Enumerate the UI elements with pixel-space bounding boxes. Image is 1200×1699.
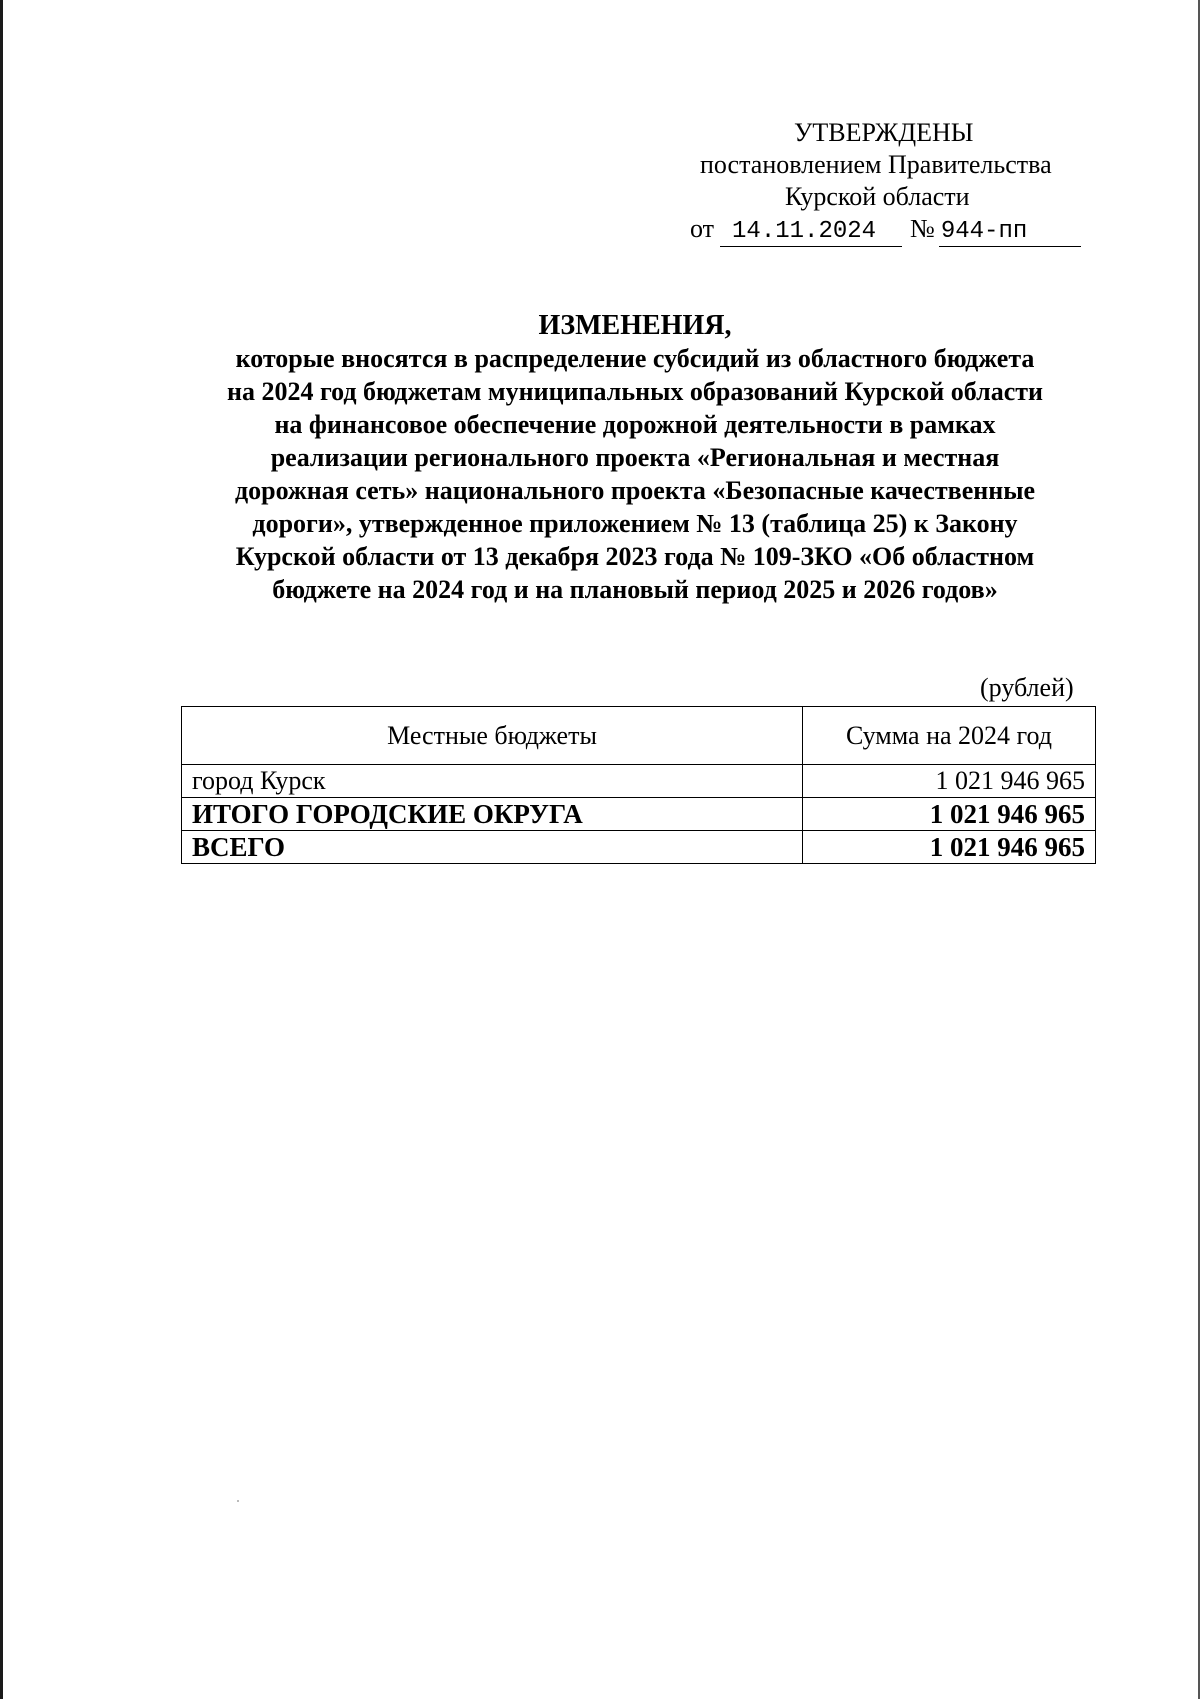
page-edge-left <box>0 0 3 1699</box>
row-name: ИТОГО ГОРОДСКИЕ ОКРУГА <box>182 798 803 831</box>
row-amount: 1 021 946 965 <box>803 831 1096 864</box>
approval-block <box>680 117 1100 247</box>
approval-region: Курской области <box>785 182 970 211</box>
heading-line: на финансовое обеспечение дорожной деятельности в рамках <box>274 410 996 439</box>
heading-line: которые вносятся в распределение субсидий из областного бюджета <box>235 344 1035 373</box>
heading-line: Курской области от 13 декабря 2023 года № 109-ЗКО «Об областном <box>235 542 1035 571</box>
document-title: ИЗМЕНЕНИЯ, <box>538 310 732 341</box>
document-heading <box>170 309 1100 606</box>
approval-title: УТВЕРЖДЕНЫ <box>794 118 974 147</box>
heading-line: на 2024 год бюджетам муниципальных образований Курской области <box>226 377 1044 406</box>
approval-issuer: постановлением Правительства <box>700 150 1052 179</box>
heading-line: реализации регионального проекта «Региональная и местная <box>270 443 1000 472</box>
approval-date: 14.11.2024 <box>720 218 902 247</box>
row-name: город Курск <box>182 765 803 798</box>
row-amount: 1 021 946 965 <box>803 765 1096 798</box>
approval-date-number <box>680 213 1100 247</box>
heading-line: дороги», утвержденное приложением № 13 (таблица 25) к Закону <box>252 509 1018 538</box>
row-name: ВСЕГО <box>182 831 803 864</box>
date-prefix: от <box>690 214 715 243</box>
heading-line: бюджете на 2024 год и на плановый период 2025 и 2026 годов» <box>272 575 998 604</box>
heading-line: дорожная сеть» национального проекта «Безопасные качественные <box>234 476 1036 505</box>
approval-number: 944-пп <box>939 218 1081 247</box>
row-amount: 1 021 946 965 <box>803 798 1096 831</box>
header-amount: Сумма на 2024 год <box>803 707 1096 765</box>
table-header-row <box>182 707 1096 765</box>
table-row <box>182 765 1096 798</box>
scan-speck <box>237 1500 239 1502</box>
table-row-total <box>182 831 1096 864</box>
table-row-subtotal <box>182 798 1096 831</box>
units-label: (рублей) <box>980 673 1074 702</box>
budget-table <box>181 706 1096 864</box>
header-local-budgets: Местные бюджеты <box>182 707 803 765</box>
number-sign: № <box>910 214 935 243</box>
